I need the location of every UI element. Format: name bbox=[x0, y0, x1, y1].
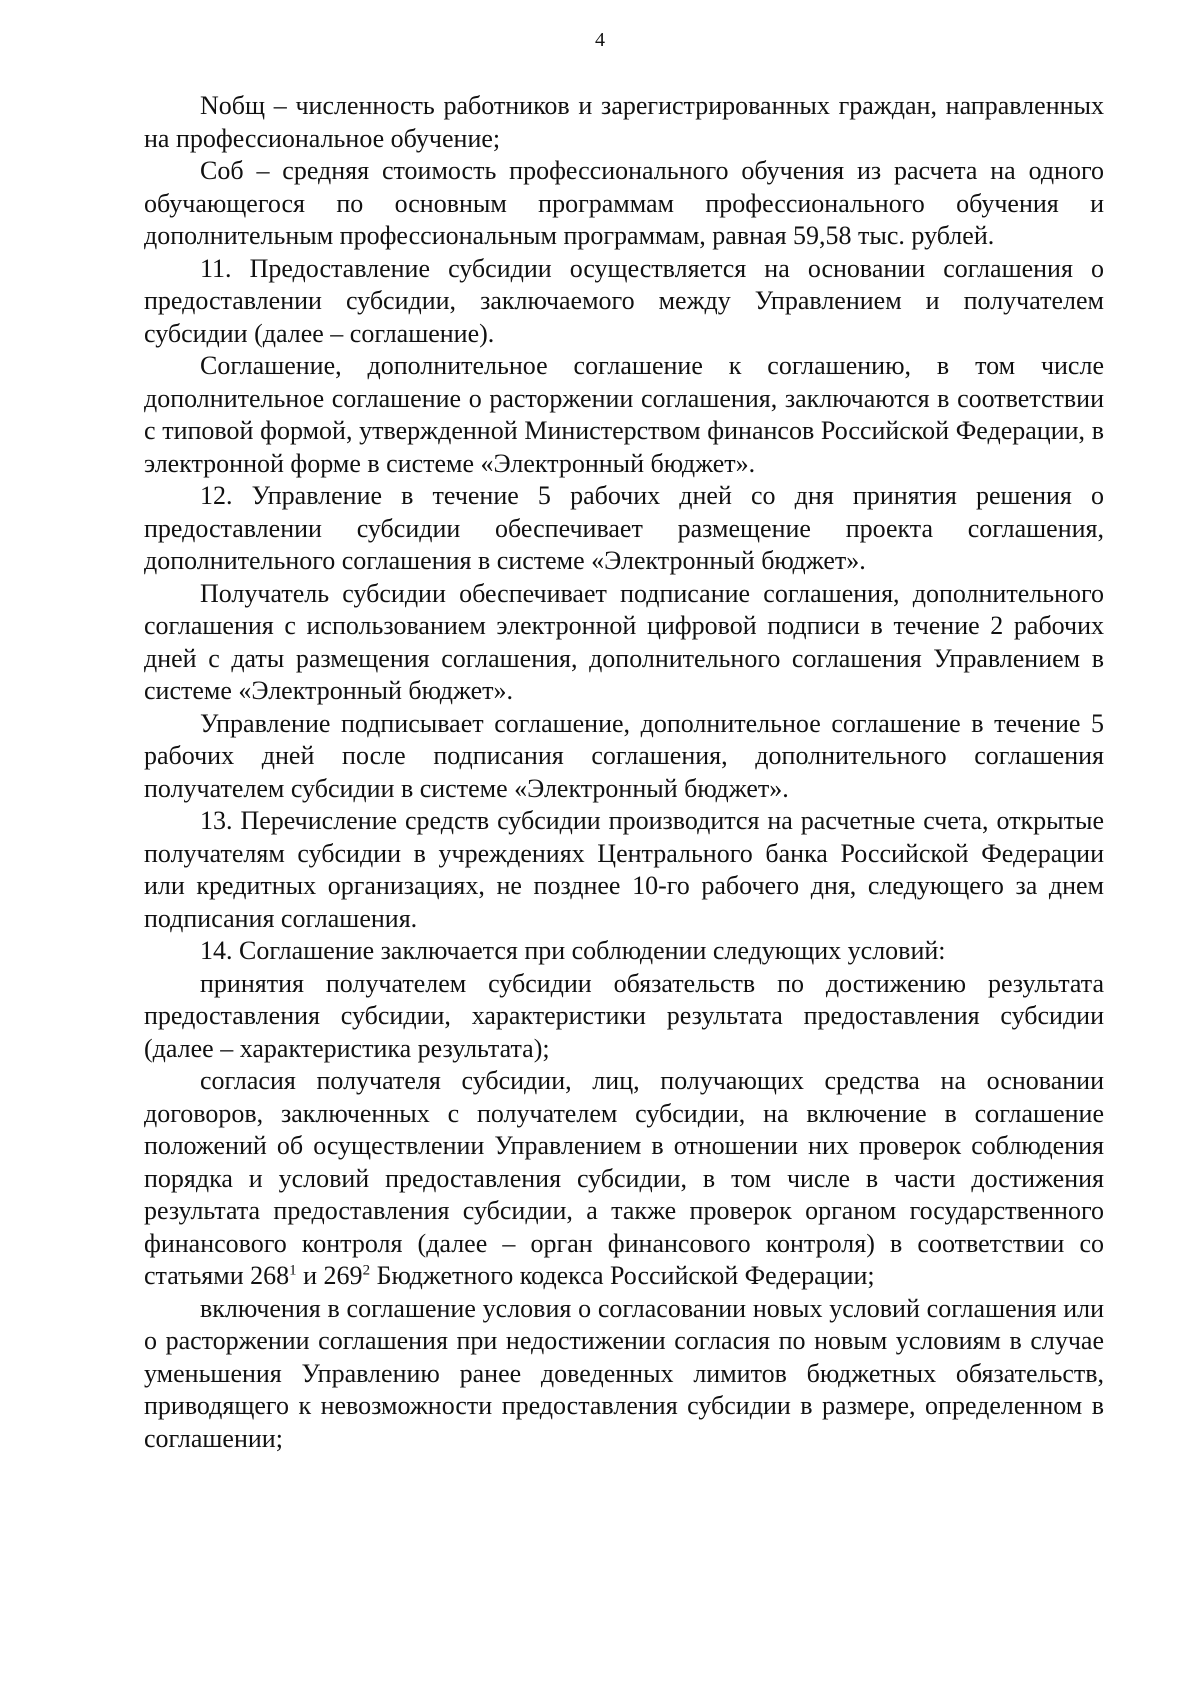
paragraph-item-14: 14. Соглашение заключается при соблюдении следующих условий: bbox=[200, 936, 946, 965]
paragraph-item-13: 13. Перечисление средств субсидии производится на расчетные счета, открытые получателям субсидии в учреждениях Центрального банка Российской Федерации или кредитных организациях, не позднее 10-го рабочего дня, следующего за днем подписания соглашения. bbox=[144, 806, 1104, 933]
consent-text-middle: и 269 bbox=[296, 1261, 363, 1290]
paragraph-recipient-signing: Получатель субсидии обеспечивает подписание соглашения, дополнительного соглашения с использованием электронной цифровой подписи в течение 2 рабочих дней с даты размещения соглашения, дополнительного соглашения Управлением в системе «Электронный бюджет». bbox=[144, 578, 1104, 705]
paragraph-condition-new-terms: включения в соглашение условия о согласовании новых условий соглашения или о расторжении соглашения при недостижении согласия по новым условиям в случае уменьшения Управлению ранее доведенных лимитов бюджетных обязательств, приводящего к невозможности предоставления субсидии в размере, определенном в соглашении; bbox=[144, 1293, 1104, 1453]
consent-text-before: согласия получателя субсидии, лиц, получающих средства на основании договоров, заключенных с получателем субсидии, на включение в соглашение положений об осуществлении Управлением в отношении них проверок соблюдения порядка и условий предоставления субсидии, в том числе в части достижения результата предоставления субсидии, а также проверок органом государственного финансового контроля (далее – орган финансового контроля) в соответствии со статьями 268 bbox=[144, 1066, 1104, 1290]
paragraph-management-signing: Управление подписывает соглашение, дополнительное соглашение в течение 5 рабочих дней после подписания соглашения, дополнительного соглашения получателем субсидии в системе «Электронный бюджет». bbox=[144, 708, 1104, 803]
page-number: 4 bbox=[595, 29, 605, 51]
paragraph-sob-definition: Соб – средняя стоимость профессионального обучения из расчета на одного обучающегося по основным программам профессионального обучения и дополнительным профессиональным программам, равная 59,58 тыс. рублей. bbox=[144, 156, 1104, 250]
paragraph-item-11: 11. Предоставление субсидии осуществляется на основании соглашения о предоставлении субсидии, заключаемого между Управлением и получателем субсидии (далее – соглашение). bbox=[144, 253, 1104, 348]
consent-text-after: Бюджетного кодекса Российской Федерации; bbox=[370, 1261, 875, 1290]
paragraph-item-12: 12. Управление в течение 5 рабочих дней со дня принятия решения о предоставлении субсидии обеспечивает размещение проекта соглашения, дополнительного соглашения в системе «Электронный бюджет». bbox=[144, 481, 1104, 575]
paragraph-condition-result: принятия получателем субсидии обязательств по достижению результата предоставления субсидии, характеристики результата предоставления субсидии (далее – характеристика результата); bbox=[144, 968, 1104, 1063]
paragraph-condition-consent bbox=[144, 1065, 1104, 1293]
paragraph-nobsh-definition: Nобщ – численность работников и зарегистрированных граждан, направленных на профессиональное обучение; bbox=[144, 91, 1104, 153]
article-269-superscript: 2 bbox=[362, 1262, 371, 1279]
document-body bbox=[144, 90, 1104, 1455]
article-268-superscript: 1 bbox=[289, 1262, 297, 1279]
paragraph-agreement-form: Соглашение, дополнительное соглашение к соглашению, в том числе дополнительное соглашение о расторжении соглашения, заключаются в соответствии с типовой формой, утвержденной Министерством финансов Российской Федерации, в электронной форме в системе «Электронный бюджет». bbox=[144, 351, 1104, 478]
